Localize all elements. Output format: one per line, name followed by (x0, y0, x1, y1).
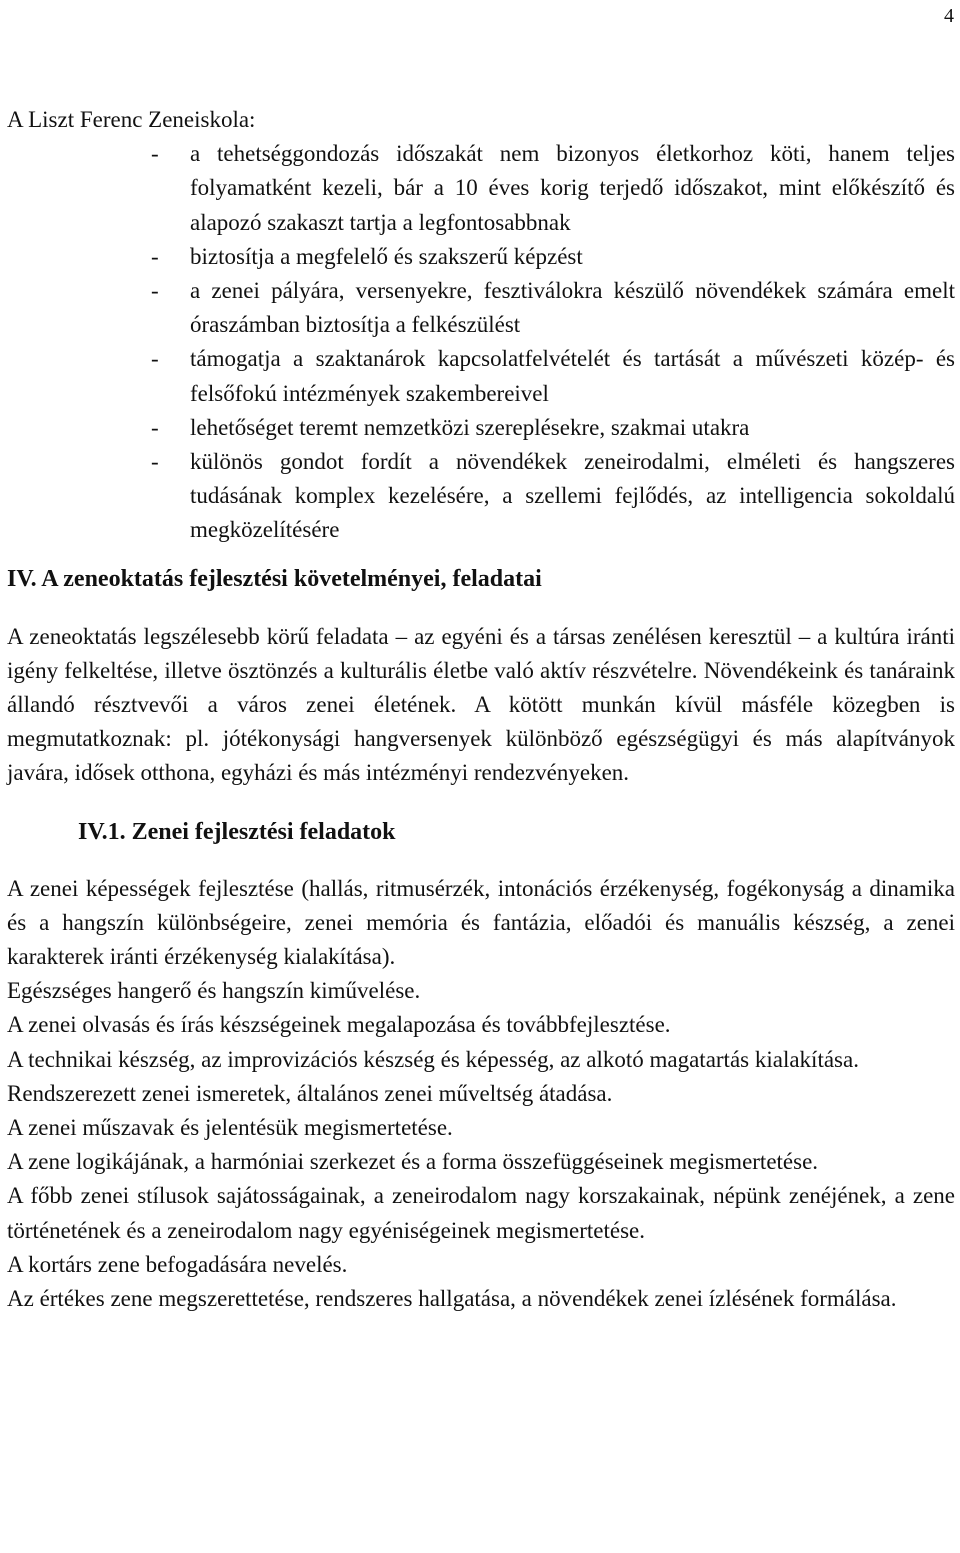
bullet-text: biztosítja a megfelelő és szakszerű képzést (190, 243, 583, 269)
intro-line: A Liszt Ferenc Zeneiskola: (7, 107, 256, 132)
bullet-text: a zenei pályára, versenyekre, fesztiválokra készülő növendékek számára emelt óraszámban biztosítja a felkészülést (190, 278, 955, 338)
sub-item: A zenei olvasás és írás készségeinek megalapozása és továbbfejlesztése. (7, 1012, 671, 1038)
sub-item: Egészséges hangerő és hangszín kiművelése. (7, 978, 421, 1004)
bullet-list (7, 137, 955, 547)
sub-item-list (7, 872, 955, 1317)
section-heading: IV. A zeneoktatás fejlesztési követelményei, feladatai (7, 565, 542, 592)
sub-item: A kortárs zene befogadására nevelés. (7, 1251, 348, 1277)
list-item (151, 274, 955, 342)
sub-heading: IV.1. Zenei fejlesztési feladatok (78, 818, 396, 845)
bullet-text: különös gondot fordít a növendékek zeneirodalmi, elméleti és hangszeres tudásának komplex kezelésére, a szellemi fejlődés, az intelligencia sokoldalú megközelítésére (190, 449, 955, 543)
sub-item: A zene logikájának, a harmóniai szerkezet és a forma összefüggéseinek megismertetése. (7, 1149, 819, 1175)
bullet-text: lehetőséget teremt nemzetközi szereplésekre, szakmai utakra (190, 414, 750, 440)
list-item (151, 445, 955, 548)
bullet-dash: - (151, 414, 159, 440)
sub-item: Az értékes zene megszerettetése, rendszeres hallgatása, a növendékek zenei ízlésének formálása. (7, 1286, 897, 1312)
bullet-dash: - (151, 278, 159, 304)
bullet-dash: - (151, 449, 159, 475)
sub-item: Rendszerezett zenei ismeretek, általános zenei műveltség átadása. (7, 1080, 613, 1106)
list-item (151, 342, 955, 410)
bullet-dash: - (151, 243, 159, 269)
page-number: 4 (944, 5, 954, 27)
list-item (151, 137, 955, 240)
sub-item: A technikai készség, az improvizációs készség és képesség, az alkotó magatartás kialakítása. (7, 1046, 859, 1072)
list-item (151, 411, 955, 445)
sub-item: A főbb zenei stílusok sajátosságainak, a zeneirodalom nagy korszakainak, népünk zenéjének, a zene történetének és a zeneirodalom nagy egyéniségeinek megismertetése. (7, 1183, 955, 1243)
bullet-dash: - (151, 346, 159, 372)
document-body (7, 103, 955, 1316)
list-item (151, 240, 955, 274)
bullet-text: támogatja a szaktanárok kapcsolatfelvételét és tartását a művészeti közép- és felsőfokú intézmények szakembereivel (190, 346, 955, 406)
sub-item: A zenei műszavak és jelentésük megismertetése. (7, 1115, 453, 1141)
sub-item: A zenei képességek fejlesztése (hallás, ritmusérzék, intonációs érzékenység, fogékonyság a dinamika és a hangszín különbségeire, zenei memória és fantázia, előadói és manuális készség, a zenei karakterek iránti érzékenység kialakítása). (7, 875, 955, 970)
bullet-dash: - (151, 141, 159, 167)
bullet-text: a tehetséggondozás időszakát nem bizonyos életkorhoz köti, hanem teljes folyamatként kezeli, bár a 10 éves korig terjedő időszakot, mint előkészítő és alapozó szakaszt tartja a legfontosabbnak (190, 141, 955, 235)
section-paragraph: A zeneoktatás legszélesebb körű feladata – az egyéni és a társas zenélésen keresztül – a kultúra iránti igény felkeltése, illetve ösztönzés a kulturális életbe való aktív részvételre. Növendékeink és tanáraink állandó résztvevői a város zenei életének. A kötött munkán kívül másféle közegben is megmutatkoznak: pl. jótékonysági hangversenyek különböző egészségügyi és más alapítványok javára, idősek otthona, egyházi és más intézményi rendezvényeken. (7, 623, 955, 786)
